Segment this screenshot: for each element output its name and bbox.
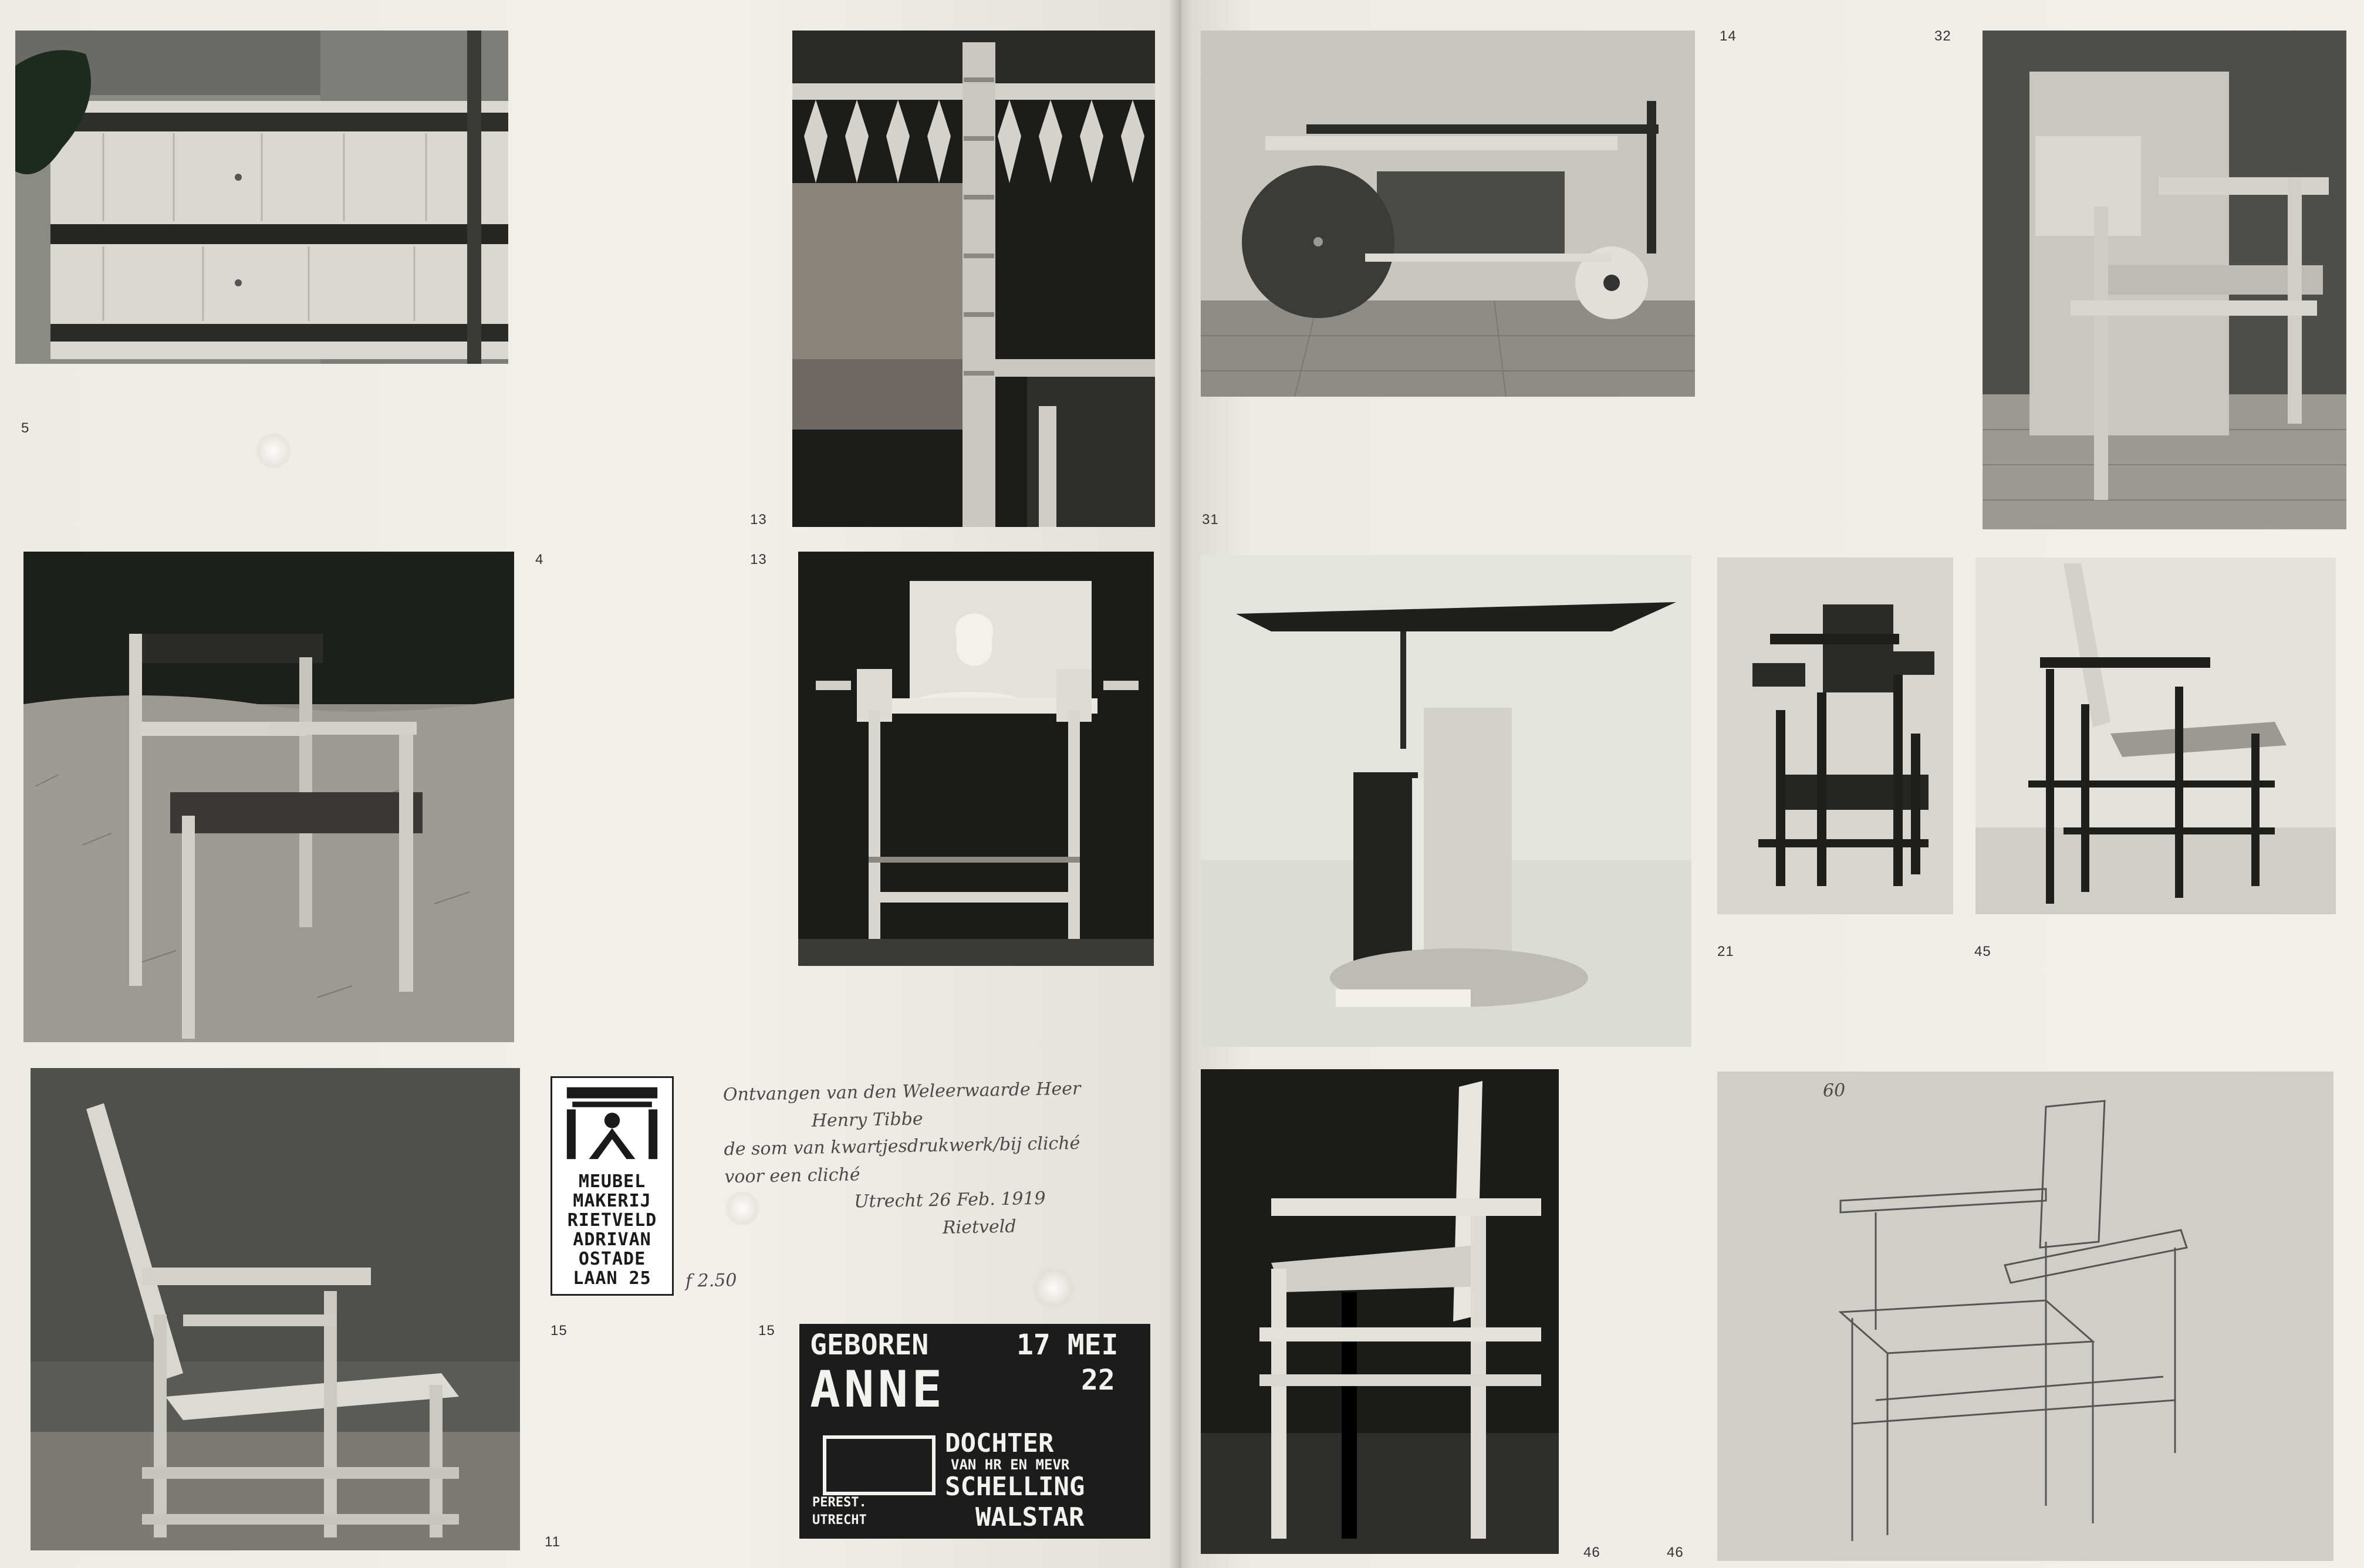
figure-number: 32: [1934, 28, 1951, 44]
photo-sideboard: [15, 31, 508, 364]
card-name: ANNE: [810, 1360, 946, 1419]
paper-stain: [725, 1191, 759, 1225]
figure-number: 11: [545, 1534, 560, 1550]
handwritten-receipt: [723, 1076, 1083, 1246]
card-surname-2: WALSTAR: [975, 1502, 1085, 1532]
figure-number: 5: [21, 420, 30, 436]
chair-sketch-drawing: [1717, 1072, 2333, 1561]
paper-stain: [1033, 1268, 1074, 1309]
figure-number: 31: [1202, 512, 1219, 528]
workshop-emblem-icon: [556, 1082, 668, 1165]
logo-line: OSTADE: [578, 1249, 646, 1269]
card-place-1: PEREST.: [812, 1495, 867, 1510]
card-parents-label: VAN HR EN MEVR: [951, 1457, 1070, 1473]
book-gutter: [1168, 0, 1193, 1568]
photo-table: [1201, 555, 1691, 1047]
figure-number: 13: [750, 512, 767, 528]
photo-washstand: [798, 552, 1154, 966]
logo-line: MAKERIJ: [573, 1191, 651, 1211]
photo-childs-bed: [792, 31, 1155, 527]
handwriting-signature: Rietveld: [942, 1216, 1016, 1238]
logo-line: RIETVELD: [567, 1210, 657, 1231]
photo-board-chair: [1983, 31, 2346, 529]
figure-number: 4: [535, 552, 544, 567]
handwriting-line: de som van kwartjesdrukwerk/bij cliché: [724, 1133, 1080, 1160]
figure-number: 46: [1583, 1545, 1600, 1560]
card-place-2: UTRECHT: [812, 1513, 867, 1528]
paper-stain: [256, 433, 291, 468]
photo-garden-armchair: [23, 552, 514, 1042]
photo-red-blue-chair: [1975, 557, 2336, 914]
handwriting-line: voor een cliché: [724, 1164, 860, 1187]
figure-number: 45: [1974, 944, 1991, 959]
figure-number: 15: [551, 1323, 568, 1339]
card-born-label: GEBOREN: [810, 1329, 929, 1361]
logo-line: ADRIVAN: [573, 1229, 651, 1250]
handwritten-price: f 2.50: [685, 1270, 737, 1292]
handwriting-line: Henry Tibbe: [811, 1108, 923, 1131]
photo-dark-armchair: [1717, 557, 1953, 914]
photo-chair-prototype: [31, 1068, 520, 1550]
birth-announcement-card: [799, 1324, 1150, 1539]
logo-line: MEUBEL: [578, 1171, 646, 1192]
figure-number: 21: [1717, 944, 1734, 959]
figure-number: 14: [1720, 28, 1737, 44]
sketch-note: 60: [1822, 1080, 1846, 1101]
card-graphic-block: [823, 1435, 936, 1495]
figure-number: 13: [750, 552, 767, 567]
handwriting-line: Ontvangen van den Weleerwaarde Heer: [722, 1078, 1081, 1106]
card-year: 22: [1081, 1364, 1115, 1397]
logo-line: LAAN 25: [573, 1268, 651, 1289]
card-date: 17 MEI: [1016, 1329, 1119, 1361]
photo-toy-cart: [1201, 31, 1695, 397]
card-daughter-label: DOCHTER: [945, 1428, 1054, 1458]
figure-number: 46: [1667, 1545, 1684, 1560]
card-surname-1: SCHELLING: [945, 1472, 1085, 1502]
rietveld-workshop-logo: [551, 1076, 674, 1296]
handwriting-line: Utrecht 26 Feb. 1919: [853, 1188, 1046, 1212]
figure-number: 15: [758, 1323, 775, 1339]
photo-white-chair: [1201, 1069, 1559, 1554]
